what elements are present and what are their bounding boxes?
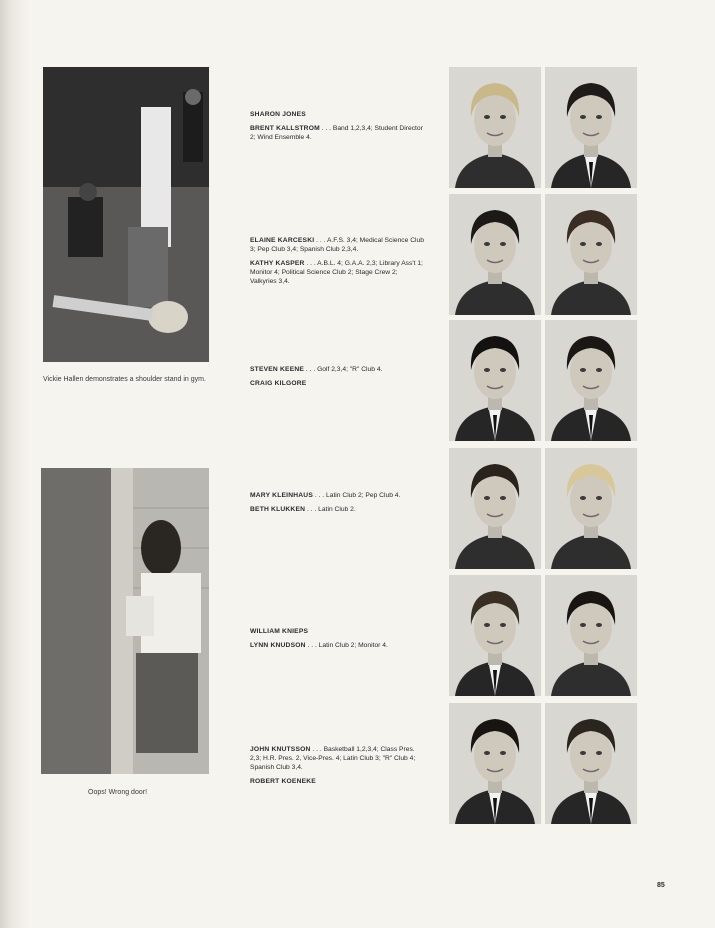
senior-portrait-photo: [449, 448, 541, 569]
senior-portrait-photo: [545, 194, 637, 315]
senior-activities: . . . Latin Club 2.: [305, 506, 356, 513]
senior-entry: [250, 491, 425, 500]
senior-activities: . . . Latin Club 2; Monitor 4.: [305, 642, 388, 649]
senior-portrait-photo: [449, 703, 541, 824]
entry-group-5: [250, 627, 425, 655]
senior-portrait-photo: [545, 448, 637, 569]
entry-group-3: [250, 365, 425, 393]
senior-portrait-photo: [449, 320, 541, 441]
senior-name: JOHN KNUTSSON: [250, 746, 311, 753]
senior-portrait-photo: [545, 703, 637, 824]
senior-name: ELAINE KARCESKI: [250, 237, 315, 244]
senior-name: SHARON JONES: [250, 111, 306, 118]
senior-entry: [250, 641, 425, 650]
senior-entry: [250, 365, 425, 374]
entry-group-1: [250, 110, 425, 147]
candid-caption-gym: Vickie Hallen demonstrates a shoulder stand in gym.: [43, 376, 206, 383]
senior-portrait-photo: [449, 67, 541, 188]
senior-entry: [250, 110, 425, 119]
senior-name: STEVEN KEENE: [250, 366, 305, 373]
senior-name: WILLIAM KNIEPS: [250, 628, 309, 635]
senior-activities: . . . Band 1,2,3,4; Student Director 2; Wind Ensemble 4.: [250, 125, 423, 141]
senior-entry: [250, 379, 425, 388]
senior-entry: [250, 124, 425, 142]
senior-name: ROBERT KOENEKE: [250, 778, 316, 785]
entry-group-6: [250, 745, 425, 791]
senior-portrait-photo: [449, 575, 541, 696]
senior-entry: [250, 745, 425, 772]
senior-name: MARY KLEINHAUS: [250, 492, 313, 499]
candid-caption-door: Oops! Wrong door!: [88, 789, 148, 796]
candid-photo-door: [41, 468, 209, 774]
senior-name: BETH KLUKKEN: [250, 506, 306, 513]
senior-portrait-photo: [545, 320, 637, 441]
senior-portrait-photo: [545, 575, 637, 696]
candid-photo-gym: [43, 67, 209, 362]
senior-name: LYNN KNUDSON: [250, 642, 306, 649]
senior-activities: . . . Golf 2,3,4; "R" Club 4.: [304, 366, 383, 373]
entry-group-4: [250, 491, 425, 519]
senior-entry: [250, 505, 425, 514]
senior-entry: [250, 259, 425, 286]
page-binding-edge: [0, 0, 30, 928]
senior-name: CRAIG KILGORE: [250, 380, 307, 387]
page-number: 85: [657, 882, 665, 889]
senior-entry: [250, 627, 425, 636]
senior-name: KATHY KASPER: [250, 260, 305, 267]
entry-group-2: [250, 236, 425, 291]
senior-activities: . . . Basketball 1,2,3,4; Class Pres. 2,3; H.R. Pres. 2, Vice-Pres. 4; Latin Club 3; "R" Club 4; Spanish Club 3,4.: [250, 746, 416, 771]
senior-activities: . . . A.B.L. 4; G.A.A. 2,3; Library Ass't 1; Monitor 4; Political Science Club 2; Stage Crew 2; Valkyries 3,4.: [250, 260, 423, 285]
senior-name: BRENT KALLSTROM: [250, 125, 320, 132]
senior-activities: . . . A.F.S. 3,4; Medical Science Club 3; Pep Club 3,4; Spanish Club 2,3,4.: [250, 237, 424, 253]
senior-portrait-photo: [545, 67, 637, 188]
senior-activities: . . . Latin Club 2; Pep Club 4.: [313, 492, 401, 499]
senior-entry: [250, 777, 425, 786]
senior-entry: [250, 236, 425, 254]
senior-portrait-photo: [449, 194, 541, 315]
